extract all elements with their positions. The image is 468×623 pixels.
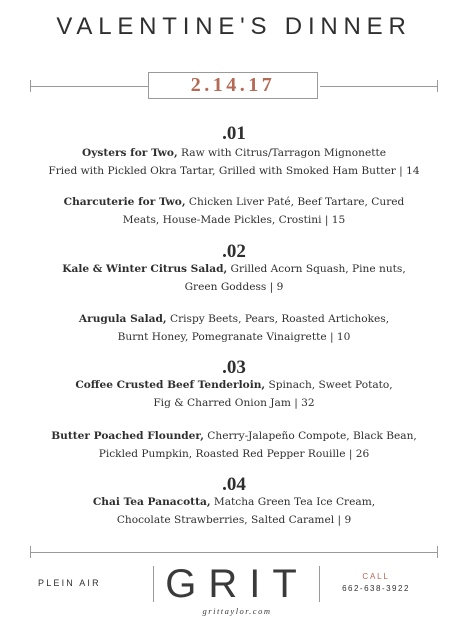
menu-item <box>24 260 444 296</box>
menu-title: VALENTINE'S DINNER <box>56 13 412 40</box>
dish-name: Chai Tea Panacotta, <box>92 496 211 508</box>
dish-description: Chicken Liver Paté, Beef Tartare, Cured <box>185 196 405 208</box>
dish-description: Green Goddess | 9 <box>184 281 284 293</box>
rule-line <box>30 86 148 87</box>
menu-item <box>24 493 444 529</box>
dish-description: Fig & Charred Onion Jam | 32 <box>153 397 315 409</box>
course-label: .03 <box>222 357 246 378</box>
rule-end-cap <box>437 546 438 558</box>
rule-line <box>30 552 438 553</box>
course-label: .02 <box>222 241 246 262</box>
date-banner <box>30 72 438 102</box>
phone-number[interactable]: 662-638-3922 <box>342 584 410 593</box>
dish-description: Spinach, Sweet Potato, <box>265 379 393 391</box>
grit-logo: GRIT <box>165 562 309 606</box>
dish-name: Kale & Winter Citrus Salad, <box>62 263 228 275</box>
dish-description: Burnt Honey, Pomegranate Vinaigrette | 10 <box>117 331 351 343</box>
menu-item <box>24 310 444 346</box>
dish-name: Oysters for Two, <box>81 147 178 159</box>
rule-end-cap <box>437 80 438 92</box>
dish-description: Pickled Pumpkin, Roasted Red Pepper Rouille | 26 <box>98 448 370 460</box>
dish-description: Meats, House-Made Pickles, Crostini | 15 <box>122 214 346 226</box>
dish-description: Fried with Pickled Okra Tartar, Grilled with Smoked Ham Butter | 14 <box>48 165 420 177</box>
website-link[interactable]: grittaylor.com <box>202 606 272 616</box>
menu-item <box>24 376 444 412</box>
footer-divider <box>319 566 320 602</box>
footer-divider <box>153 566 154 602</box>
dish-name: Charcuterie for Two, <box>63 196 186 208</box>
dish-description: Grilled Acorn Squash, Pine nuts, <box>227 263 406 275</box>
call-label: CALL <box>362 572 390 581</box>
course-label: .01 <box>222 123 246 144</box>
dish-name: Arugula Salad, <box>78 313 167 325</box>
rule-line <box>320 86 438 87</box>
menu-item <box>24 144 444 180</box>
menu-item <box>24 427 444 463</box>
dish-description: Chocolate Strawberries, Salted Caramel | 9 <box>116 514 352 526</box>
dish-description: Crispy Beets, Pears, Roasted Artichokes, <box>166 313 390 325</box>
dish-name: Butter Poached Flounder, <box>51 430 204 442</box>
dish-name: Coffee Crusted Beef Tenderloin, <box>75 379 266 391</box>
plein-air-label: PLEIN AIR <box>38 578 101 588</box>
dish-description: Cherry-Jalapeño Compote, Black Bean, <box>203 430 417 442</box>
dish-description: Matcha Green Tea Ice Cream, <box>210 496 376 508</box>
course-label: .04 <box>222 474 246 495</box>
menu-date: 2.14.17 <box>148 72 318 99</box>
dish-description: Raw with Citrus/Tarragon Mignonette <box>177 147 387 159</box>
menu-item <box>24 193 444 229</box>
